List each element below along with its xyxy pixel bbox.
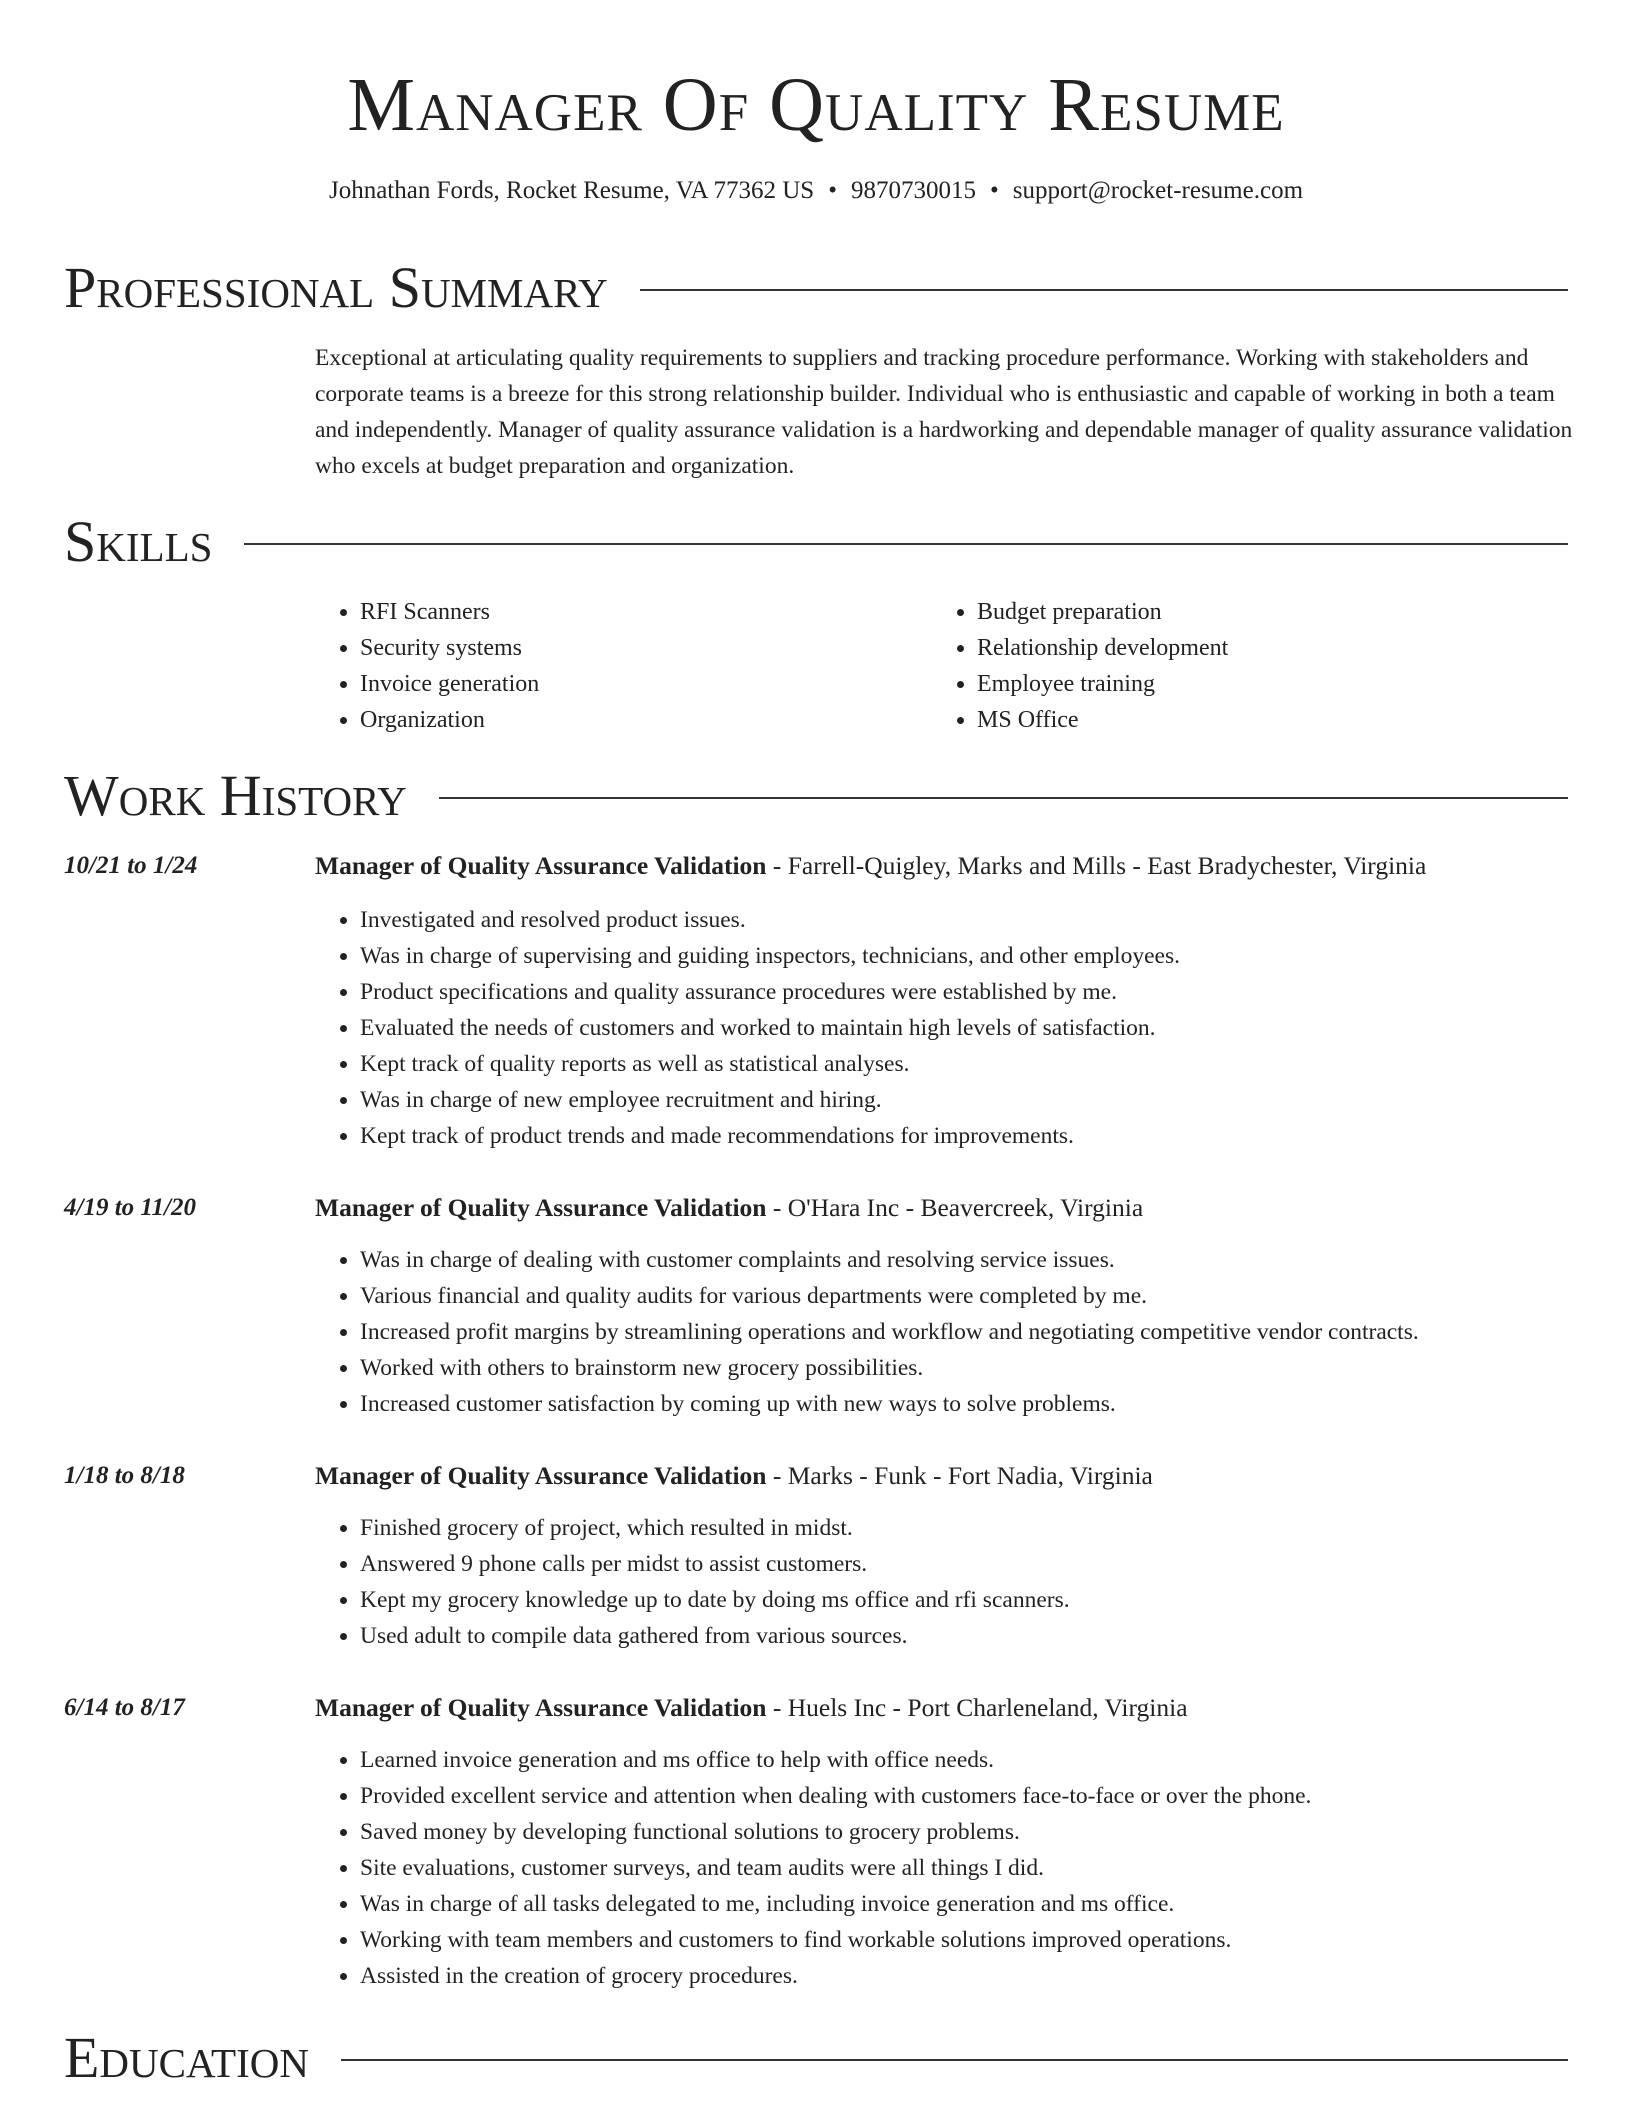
section-header-summary: [64, 255, 1568, 320]
job-bullet: • Investigated and resolved product issues.: [360, 902, 1575, 938]
job-heading: [315, 1192, 1575, 1224]
skill-item: • RFI Scanners: [360, 594, 539, 630]
job-bullet: • Kept track of product trends and made recommendations for improvements.: [360, 1118, 1575, 1154]
skill-item: • Invoice generation: [360, 666, 539, 702]
job-company: - O'Hara Inc - Beavercreek, Virginia: [766, 1193, 1144, 1222]
section-title-summary: Professional Summary: [64, 255, 608, 320]
job-dates: 4/19 to 11/20: [64, 1194, 196, 1221]
job-dates: 1/18 to 8/18: [64, 1462, 185, 1489]
job-bullet: • Worked with others to brainstorm new grocery possibilities.: [360, 1350, 1575, 1386]
job-bullet: • Finished grocery of project, which resulted in midst.: [360, 1510, 1575, 1546]
contact-separator: •: [989, 177, 999, 204]
job-bullet: • Was in charge of dealing with customer complaints and resolving service issues.: [360, 1242, 1575, 1278]
section-title-work-history: Work History: [64, 763, 407, 828]
job-bullet: • Learned invoice generation and ms office to help with office needs.: [360, 1742, 1575, 1778]
job-heading: [315, 1460, 1575, 1492]
job-bullet: • Kept track of quality reports as well as statistical analyses.: [360, 1046, 1575, 1082]
job-bullets: [315, 1510, 1575, 1654]
job-company: - Farrell-Quigley, Marks and Mills - East Bradychester, Virginia: [766, 851, 1427, 880]
job-bullet: • Product specifications and quality assurance procedures were established by me.: [360, 974, 1575, 1010]
job-bullet: • Site evaluations, customer surveys, and team audits were all things I did.: [360, 1850, 1575, 1886]
job-bullet: • Answered 9 phone calls per midst to assist customers.: [360, 1546, 1575, 1582]
skill-item: • MS Office: [977, 702, 1228, 738]
job-dates: 6/14 to 8/17: [64, 1694, 185, 1721]
job-role: Manager of Quality Assurance Validation: [315, 1193, 767, 1222]
skill-item: • Relationship development: [977, 630, 1228, 666]
job-heading: [315, 850, 1575, 882]
skill-item: • Budget preparation: [977, 594, 1228, 630]
contact-phone: 9870730015: [850, 177, 976, 204]
resume-title: Manager Of Quality Resume: [347, 63, 1285, 147]
job-bullet: • Various financial and quality audits for various departments were completed by me.: [360, 1278, 1575, 1314]
contact-separator: •: [828, 177, 837, 204]
job-heading: [315, 1692, 1575, 1724]
job-bullet: • Was in charge of all tasks delegated to me, including invoice generation and ms office.: [360, 1886, 1575, 1922]
contact-email[interactable]: support@rocket-resume.com: [1012, 177, 1304, 204]
section-divider: [439, 797, 1568, 799]
section-divider: [244, 543, 1568, 545]
section-header-work-history: [64, 763, 1568, 828]
skill-item: • Employee training: [977, 666, 1228, 702]
job-role: Manager of Quality Assurance Validation: [315, 851, 767, 880]
job-role: Manager of Quality Assurance Validation: [315, 1461, 767, 1490]
section-header-skills: [64, 509, 1568, 574]
job-bullet: • Increased profit margins by streamlining operations and workflow and negotiating competitive vendor contracts.: [360, 1314, 1575, 1350]
job-company: - Huels Inc - Port Charleneland, Virginia: [766, 1693, 1188, 1722]
skills-list-left: [315, 594, 539, 738]
skill-item: • Organization: [360, 702, 539, 738]
job-bullet: • Saved money by developing functional solutions to grocery problems.: [360, 1814, 1575, 1850]
summary-text: Exceptional at articulating quality requirements to suppliers and tracking procedure performance. Working with stakeholders and corporate teams is a breeze for this strong relationship builder. Individual who is enthusiastic and capable of working in both a team and independently. Manager of quality assurance validation is a hardworking and dependable manager of quality assurance validation who excels at budget preparation and organization.: [315, 345, 1573, 479]
job-bullet: • Was in charge of new employee recruitment and hiring.: [360, 1082, 1575, 1118]
skills-list-right: [932, 594, 1228, 738]
job-bullet: • Used adult to compile data gathered from various sources.: [360, 1618, 1575, 1654]
job-bullet: • Evaluated the needs of customers and worked to maintain high levels of satisfaction.: [360, 1010, 1575, 1046]
job-bullet: • Kept my grocery knowledge up to date by doing ms office and rfi scanners.: [360, 1582, 1575, 1618]
contact-address: Johnathan Fords, Rocket Resume, VA 77362 US: [328, 177, 815, 204]
section-header-education: [64, 2025, 1568, 2090]
skill-item: • Security systems: [360, 630, 539, 666]
job-bullets: [315, 1742, 1575, 1994]
job-bullet: • Assisted in the creation of grocery procedures.: [360, 1958, 1575, 1994]
job-dates: 10/21 to 1/24: [64, 852, 198, 879]
job-company: - Marks - Funk - Fort Nadia, Virginia: [766, 1461, 1153, 1490]
job-bullet: • Working with team members and customers to find workable solutions improved operations.: [360, 1922, 1575, 1958]
job-bullet: • Provided excellent service and attention when dealing with customers face-to-face or over the phone.: [360, 1778, 1575, 1814]
section-divider: [341, 2059, 1568, 2061]
contact-line: [0, 176, 1632, 206]
job-bullet: • Was in charge of supervising and guiding inspectors, technicians, and other employees.: [360, 938, 1575, 974]
job-bullet: • Increased customer satisfaction by coming up with new ways to solve problems.: [360, 1386, 1575, 1422]
section-divider: [640, 289, 1568, 291]
job-bullets: [315, 902, 1575, 1154]
section-title-skills: Skills: [64, 509, 213, 574]
job-bullets: [315, 1242, 1575, 1422]
section-title-education: Education: [64, 2025, 309, 2090]
job-role: Manager of Quality Assurance Validation: [315, 1693, 767, 1722]
